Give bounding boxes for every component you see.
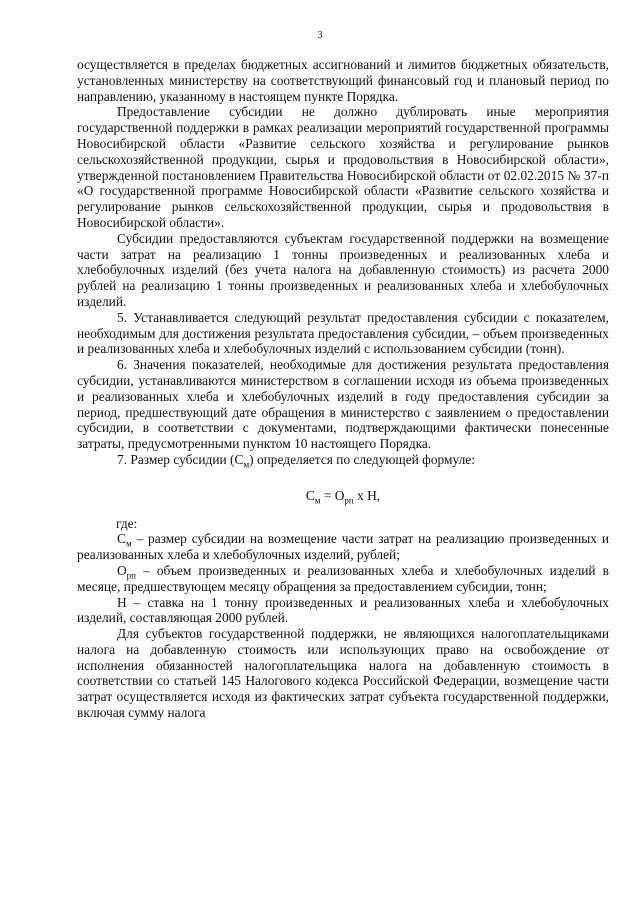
definition-cm-subscript: м xyxy=(125,538,132,549)
paragraph-subsidy-rate: Субсидии предоставляются субъектам государственной поддержки на возмещение части затрат на реализацию 1 тонны произведенных и реализованных хлеба и хлебобулочных изделий (без учета налога на добавленную стоимость) из расчета 2000 рублей на реализацию 1 тонны произведенных и реализованных хлеба и хлебобулочных изделий. xyxy=(77,230,609,309)
paragraph-vat-exempt: Для субъектов государственной поддержки, не являющихся налогоплательщиками налога на добавленную стоимость или использующих право на освобождение от исполнения обязанностей налогоплательщика налога на добавленную стоимость в соответствии со статьей 145 Налогового кодекса Российской Федерации, возмещение части затрат осуществляется исходя из фактических затрат субъекта государственной поддержки, включая сумму налога xyxy=(77,626,609,721)
paragraph-continuation: осуществляется в пределах бюджетных ассигнований и лимитов бюджетных обязательств, установленных министерству на соответствующий финансовый год и плановый период по направлению, указанному в настоящем пункте Порядка. xyxy=(77,57,609,104)
formula-rest: х Н, xyxy=(353,487,381,503)
item-7-text-start: 7. Размер субсидии (С xyxy=(117,451,244,467)
paragraph-no-duplication: Предоставление субсидии не должно дублировать иные мероприятия государственной поддержки в рамках реализации мероприятий государственной программы Новосибирской области «Развитие сельского хозяйства и регулирование рынков сельскохозяйственной продукции, сырья и продовольствия в Новосибирской области», утвержденной постановлением Правительства Новосибирской области от 02.02.2015 № 37-п «О государственной программе Новосибирской области «Развитие сельского хозяйства и регулирование рынков сельскохозяйственной продукции, сырья и продовольствия в Новосибирской области». xyxy=(77,104,609,230)
formula-equals: = О xyxy=(320,487,345,503)
definition-h: Н – ставка на 1 тонну произведенных и реализованных хлеба и хлебобулочных изделий, составляющая 2000 рублей. xyxy=(77,594,609,626)
definition-cm xyxy=(77,531,609,563)
formula-rhs-subscript: рп xyxy=(344,495,354,506)
paragraph-item-5: 5. Устанавливается следующий результат предоставления субсидии с показателем, необходимым для достижения результата предоставления субсидии, – объем произведенных и реализованных хлеба и хлебобулочных изделий с использованием субсидии (тонн). xyxy=(77,309,609,357)
definition-cm-symbol: С xyxy=(117,531,126,547)
formula-lhs: С xyxy=(305,487,315,503)
definition-orp xyxy=(77,563,609,595)
subsidy-formula xyxy=(77,488,609,504)
paragraph-item-7 xyxy=(77,452,609,468)
definition-orp-symbol: О xyxy=(117,562,127,578)
item-7-text-end: ) определяется по следующей формуле: xyxy=(249,451,475,467)
where-label: где: xyxy=(116,515,138,531)
definition-orp-text: – объем произведенных и реализованных хлеба и хлебобулочных изделий в месяце, предшествующем месяцу обращения за предоставлением субсидии, тонн; xyxy=(77,562,609,594)
paragraph-item-6: 6. Значения показателей, необходимые для достижения результата предоставления субсидии, устанавливаются министерством в соглашении исходя из объема произведенных и реализованных хлеба и хлебобулочных изделий в году предоставления субсидии за период, предшествующий дате обращения в министерство с заявлением о предоставлении субсидии, в соответствии с документами, подтверждающими фактически понесенные затраты, предусмотренными пунктом 10 настоящего Порядка. xyxy=(77,357,609,452)
definition-cm-text: – размер субсидии на возмещение части затрат на реализацию произведенных и реализованных хлеба и хлебобулочных изделий, рублей; xyxy=(77,531,609,563)
definition-orp-subscript: рп xyxy=(126,570,136,581)
item-7-subscript: м xyxy=(243,459,250,470)
document-body xyxy=(77,57,609,721)
formula-lhs-subscript: м xyxy=(314,495,321,506)
page-number: 3 xyxy=(317,30,323,41)
